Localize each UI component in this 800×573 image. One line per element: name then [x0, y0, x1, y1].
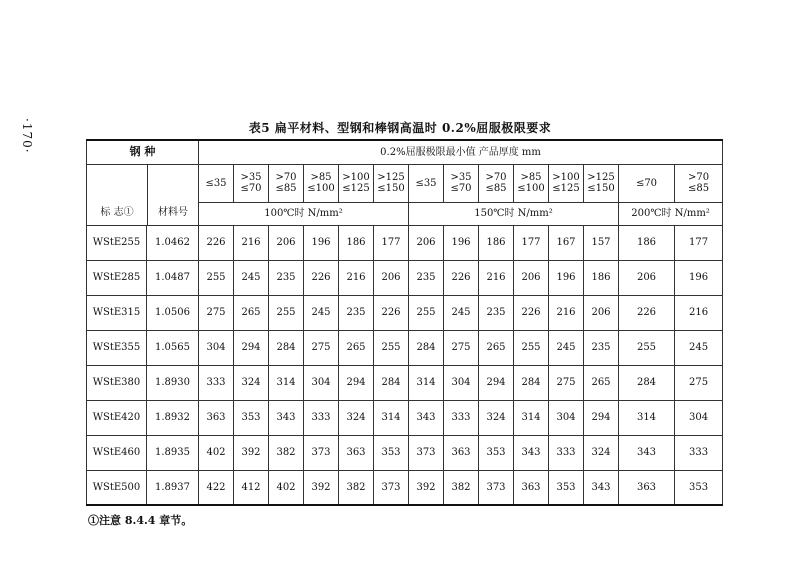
thickness-lower-bound: >35	[450, 171, 472, 183]
steel-mark-cell: WStE420	[87, 400, 147, 435]
yield-value-cell: 314	[619, 400, 675, 435]
yield-value-cell: 206	[409, 225, 444, 260]
yield-value-cell: 402	[199, 435, 234, 470]
yield-value-cell: 314	[514, 400, 549, 435]
yield-value-cell: 284	[619, 365, 675, 400]
yield-value-cell: 216	[675, 295, 723, 330]
yield-value-cell: 216	[549, 295, 584, 330]
thickness-header-200-1	[675, 164, 723, 203]
yield-value-cell: 226	[374, 295, 409, 330]
yield-value-cell: 294	[339, 365, 374, 400]
temp-150-header: 150℃时 N/mm²	[409, 203, 619, 225]
yield-value-cell: 206	[269, 225, 304, 260]
yield-value-cell: 363	[514, 470, 549, 505]
yield-value-cell: 177	[675, 225, 723, 260]
yield-value-cell: 363	[619, 470, 675, 505]
yield-value-cell: 235	[584, 330, 619, 365]
yield-value-cell: 392	[234, 435, 269, 470]
yield-value-cell: 333	[675, 435, 723, 470]
thickness-upper-bound: ≤85	[485, 183, 507, 195]
thickness-upper-bound: ≤150	[587, 183, 615, 195]
thickness-lower-bound: >35	[240, 171, 262, 183]
yield-value-cell: 343	[514, 435, 549, 470]
yield-value-cell: 373	[304, 435, 339, 470]
steel-mark-cell: WStE315	[87, 295, 147, 330]
yield-value-cell: 343	[584, 470, 619, 505]
table-row	[87, 400, 723, 435]
steel-mark-cell: WStE500	[87, 470, 147, 505]
material-number-cell: 1.0565	[147, 330, 199, 365]
thickness-upper-bound: ≤100	[517, 183, 545, 195]
table-body	[87, 225, 723, 505]
yield-value-cell: 314	[269, 365, 304, 400]
yield-value-cell: 314	[409, 365, 444, 400]
thickness-upper-bound: ≤85	[687, 183, 710, 195]
steel-mark-cell: WStE355	[87, 330, 147, 365]
yield-value-cell: 294	[479, 365, 514, 400]
material-number-cell: 1.0487	[147, 260, 199, 295]
thickness-upper-bound: ≤70	[240, 183, 262, 195]
yield-value-cell: 245	[234, 260, 269, 295]
yield-value-cell: 304	[304, 365, 339, 400]
yield-value-cell: 363	[339, 435, 374, 470]
yield-value-cell: 324	[339, 400, 374, 435]
thickness-upper-bound: ≤125	[342, 183, 370, 195]
thickness-header-100-3	[304, 164, 339, 203]
yield-value-cell: 284	[374, 365, 409, 400]
yield-value-cell: 255	[409, 295, 444, 330]
yield-value-cell: 206	[374, 260, 409, 295]
yield-value-cell: 373	[479, 470, 514, 505]
yield-value-cell: 196	[549, 260, 584, 295]
table-row	[87, 260, 723, 295]
footnote: ①注意 8.4.4 章节。	[88, 514, 193, 527]
thickness-lower-bound: >100	[552, 171, 580, 183]
thickness-lower-bound: >70	[275, 171, 297, 183]
yield-value-cell: 157	[584, 225, 619, 260]
yield-value-cell: 255	[269, 295, 304, 330]
thickness-lower-bound: >85	[310, 171, 332, 183]
thickness-upper-bound: ≤150	[377, 183, 405, 195]
yield-value-cell: 382	[339, 470, 374, 505]
yield-value-cell: 216	[479, 260, 514, 295]
thickness-header-row	[87, 164, 723, 203]
yield-value-cell: 373	[374, 470, 409, 505]
yield-value-cell: 294	[234, 330, 269, 365]
thickness-header-100-2	[269, 164, 304, 203]
thickness-header-150-4	[549, 164, 584, 203]
material-number-header: 材料号	[158, 207, 188, 218]
yield-value-cell: 275	[304, 330, 339, 365]
yield-value-cell: 314	[374, 400, 409, 435]
yield-value-cell: 196	[675, 260, 723, 295]
thickness-lower-bound: >125	[377, 171, 405, 183]
yield-value-cell: 216	[339, 260, 374, 295]
thickness-lower-bound: >125	[587, 171, 615, 183]
yield-value-cell: 353	[479, 435, 514, 470]
thickness-header-150-1	[444, 164, 479, 203]
yield-value-cell: 196	[304, 225, 339, 260]
yield-value-cell: 333	[444, 400, 479, 435]
yield-value-cell: 343	[269, 400, 304, 435]
yield-value-cell: 412	[234, 470, 269, 505]
yield-value-cell: 235	[479, 295, 514, 330]
yield-value-cell: 245	[304, 295, 339, 330]
yield-value-cell: 353	[675, 470, 723, 505]
steel-mark-cell: WStE255	[87, 225, 147, 260]
yield-value-cell: 304	[675, 400, 723, 435]
min-value-header: 0.2%屈服极限最小值 产品厚度 mm	[199, 140, 723, 164]
material-number-cell: 1.0462	[147, 225, 199, 260]
yield-value-cell: 392	[304, 470, 339, 505]
yield-value-cell: 226	[444, 260, 479, 295]
yield-value-cell: 353	[234, 400, 269, 435]
yield-value-cell: 392	[409, 470, 444, 505]
yield-value-cell: 226	[514, 295, 549, 330]
material-number-cell: 1.8935	[147, 435, 199, 470]
yield-value-cell: 255	[199, 260, 234, 295]
yield-value-cell: 275	[199, 295, 234, 330]
yield-value-cell: 343	[619, 435, 675, 470]
table-row	[87, 365, 723, 400]
material-number-cell: 1.8932	[147, 400, 199, 435]
yield-value-cell: 265	[479, 330, 514, 365]
thickness-upper-bound: ≤35	[415, 177, 437, 189]
table-title: 表5 扁平材料、型钢和棒钢高温时 0.2%屈服极限要求	[248, 121, 552, 135]
yield-value-cell: 402	[269, 470, 304, 505]
steel-mark-cell: WStE380	[87, 365, 147, 400]
yield-value-cell: 265	[584, 365, 619, 400]
table-row	[87, 225, 723, 260]
yield-value-cell: 373	[409, 435, 444, 470]
thickness-header-150-2	[479, 164, 514, 203]
yield-value-cell: 226	[304, 260, 339, 295]
thickness-header-150-3	[514, 164, 549, 203]
yield-value-cell: 284	[269, 330, 304, 365]
yield-value-cell: 284	[409, 330, 444, 365]
yield-value-cell: 324	[479, 400, 514, 435]
yield-value-cell: 353	[549, 470, 584, 505]
thickness-header-150-5	[584, 164, 619, 203]
yield-value-cell: 422	[199, 470, 234, 505]
table-row	[87, 295, 723, 330]
material-number-cell: 1.8930	[147, 365, 199, 400]
table-row	[87, 435, 723, 470]
marking-header: 标 志①	[87, 165, 148, 225]
yield-value-cell: 333	[199, 365, 234, 400]
thickness-header-200-0	[619, 164, 675, 203]
yield-value-cell: 255	[514, 330, 549, 365]
yield-value-cell: 304	[549, 400, 584, 435]
yield-value-cell: 235	[269, 260, 304, 295]
yield-value-cell: 255	[374, 330, 409, 365]
material-number-cell: 1.0506	[147, 295, 199, 330]
yield-value-cell: 324	[584, 435, 619, 470]
yield-value-cell: 186	[619, 225, 675, 260]
yield-value-cell: 304	[199, 330, 234, 365]
material-number-cell: 1.8937	[147, 470, 199, 505]
yield-value-cell: 324	[234, 365, 269, 400]
thickness-upper-bound: ≤35	[205, 177, 227, 189]
temp-100-header: 100℃时 N/mm²	[199, 203, 409, 225]
yield-value-cell: 206	[619, 260, 675, 295]
steel-grade-header: 钢 种	[87, 140, 199, 164]
thickness-header-100-0	[199, 164, 234, 203]
thickness-upper-bound: ≤70	[635, 177, 658, 189]
yield-value-cell: 382	[269, 435, 304, 470]
yield-value-cell: 206	[514, 260, 549, 295]
steel-mark-cell: WStE460	[87, 435, 147, 470]
yield-value-cell: 226	[619, 295, 675, 330]
thickness-lower-bound: >70	[485, 171, 507, 183]
thickness-upper-bound: ≤70	[450, 183, 472, 195]
thickness-header-100-4	[339, 164, 374, 203]
thickness-lower-bound: >85	[520, 171, 542, 183]
yield-value-cell: 226	[199, 225, 234, 260]
table-row	[87, 330, 723, 365]
yield-value-cell: 216	[234, 225, 269, 260]
thickness-upper-bound: ≤85	[275, 183, 297, 195]
yield-value-cell: 275	[675, 365, 723, 400]
yield-value-cell: 167	[549, 225, 584, 260]
yield-value-cell: 265	[339, 330, 374, 365]
thickness-header-100-5	[374, 164, 409, 203]
table-row	[87, 470, 723, 505]
thickness-lower-bound: >70	[687, 171, 710, 183]
thickness-upper-bound: ≤100	[307, 183, 335, 195]
thickness-header-100-1	[234, 164, 269, 203]
page-number: ·170·	[20, 118, 34, 154]
yield-value-cell: 304	[444, 365, 479, 400]
thickness-upper-bound: ≤125	[552, 183, 580, 195]
yield-value-cell: 186	[479, 225, 514, 260]
yield-value-cell: 363	[199, 400, 234, 435]
yield-value-cell: 186	[584, 260, 619, 295]
yield-value-cell: 275	[549, 365, 584, 400]
marking-header-cell	[87, 164, 199, 225]
yield-value-cell: 245	[549, 330, 584, 365]
temp-200-header: 200℃时 N/mm²	[619, 203, 723, 225]
thickness-header-150-0	[409, 164, 444, 203]
yield-value-cell: 177	[374, 225, 409, 260]
yield-value-cell: 255	[619, 330, 675, 365]
yield-strength-table	[86, 139, 723, 506]
yield-value-cell: 245	[444, 295, 479, 330]
yield-value-cell: 186	[339, 225, 374, 260]
yield-value-cell: 333	[304, 400, 339, 435]
yield-value-cell: 343	[409, 400, 444, 435]
yield-value-cell: 382	[444, 470, 479, 505]
yield-value-cell: 294	[584, 400, 619, 435]
yield-value-cell: 235	[409, 260, 444, 295]
steel-mark-cell: WStE285	[87, 260, 147, 295]
yield-value-cell: 196	[444, 225, 479, 260]
yield-value-cell: 245	[675, 330, 723, 365]
yield-value-cell: 177	[514, 225, 549, 260]
yield-value-cell: 206	[584, 295, 619, 330]
yield-value-cell: 265	[234, 295, 269, 330]
yield-value-cell: 275	[444, 330, 479, 365]
yield-value-cell: 284	[514, 365, 549, 400]
thickness-lower-bound: >100	[342, 171, 370, 183]
yield-value-cell: 363	[444, 435, 479, 470]
yield-value-cell: 235	[339, 295, 374, 330]
yield-value-cell: 333	[549, 435, 584, 470]
yield-value-cell: 353	[374, 435, 409, 470]
